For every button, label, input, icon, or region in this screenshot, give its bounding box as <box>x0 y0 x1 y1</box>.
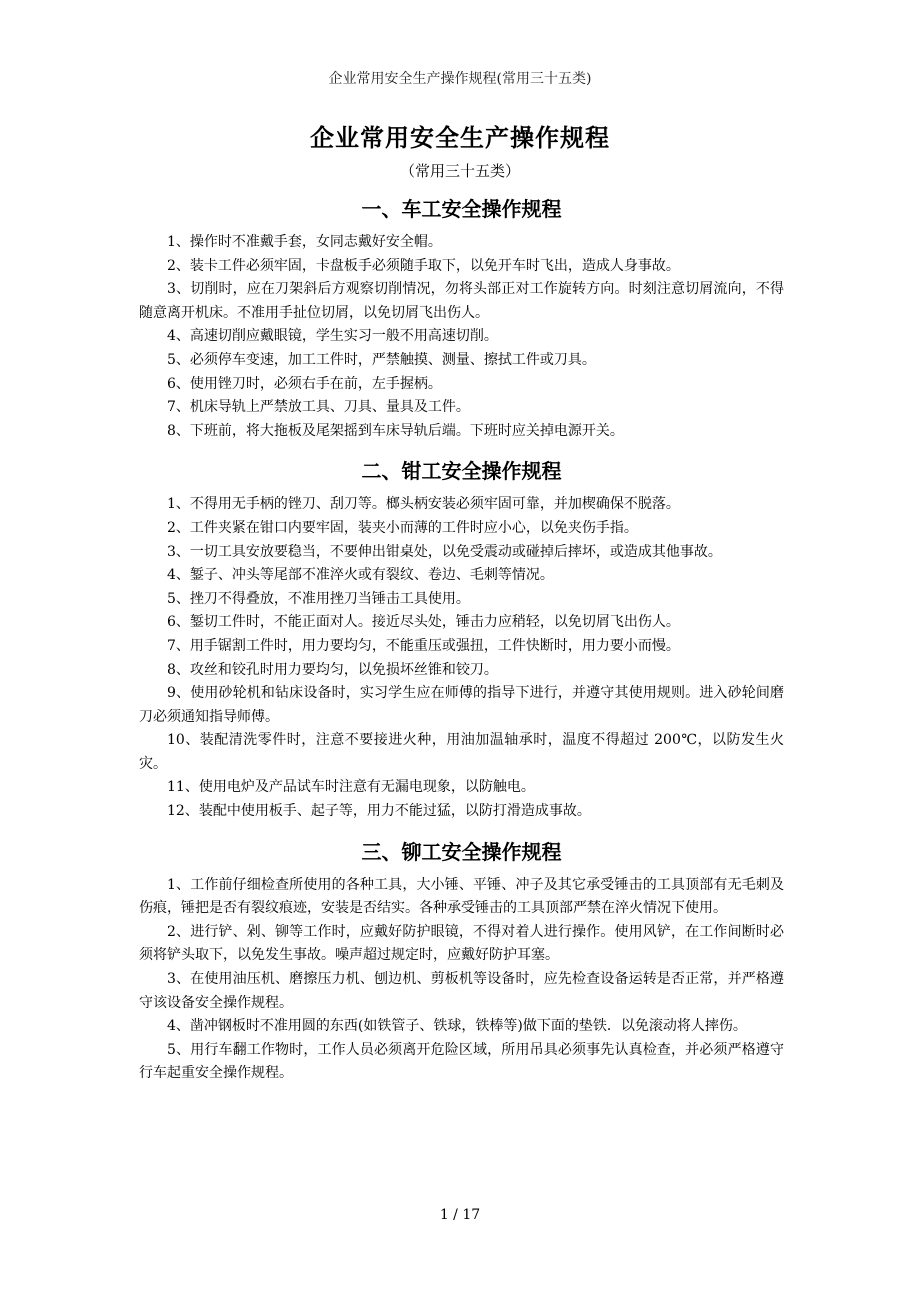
list-item: 8、下班前，将大拖板及尾架摇到车床导轨后端。下班时应关掉电源开关。 <box>167 422 624 439</box>
document-body <box>139 193 784 1086</box>
list-item: 2、工件夹紧在钳口内要牢固，装夹小而薄的工件时应小心，以免夹伤手指。 <box>167 519 638 536</box>
list-item: 1、工作前仔细检查所使用的各种工具，大小锤、平锤、冲子及其它承受锤击的工具顶部有无毛刺及伤痕，锤把是否有裂纹痕迹，安装是否结实。各种承受锤击的工具顶部严禁在淬火情况下使用。 <box>139 876 784 917</box>
list-item: 2、装卡工件必须牢固，卡盘板手必须随手取下，以免开车时飞出，造成人身事故。 <box>167 257 680 274</box>
list-item: 5、必须停车变速，加工工件时，严禁触摸、测量、擦拭工件或刀具。 <box>167 351 596 368</box>
list-item: 4、高速切削应戴眼镜，学生实习一般不用高速切削。 <box>167 328 498 345</box>
list-item: 6、錾切工件时，不能正面对人。接近尽头处，锤击力应稍轻，以免切屑飞出伤人。 <box>167 614 680 631</box>
list-item: 1、不得用无手柄的锉刀、刮刀等。榔头柄安装必须牢固可靠，并加楔确保不脱落。 <box>167 496 680 513</box>
section-heading: 一、车工安全操作规程 <box>361 197 562 221</box>
section-lathe <box>139 193 784 443</box>
section-heading: 三、铆工安全操作规程 <box>361 839 562 864</box>
document-subtitle: （常用三十五类） <box>399 162 520 180</box>
section-items <box>139 493 784 823</box>
list-item: 4、凿冲钢板时不准用圆的东西(如铁管子、铁球，铁棒等)做下面的垫铁．以免滚动将人摔伤。 <box>167 1018 747 1035</box>
list-item: 7、用手锯割工件时，用力要均匀，不能重压或强扭，工件快断时，用力要小而慢。 <box>167 637 680 654</box>
list-item: 10、装配清洗零件时，注意不要接进火种，用油加温轴承时，温度不得超过 200℃，以防发生火灾。 <box>139 732 784 772</box>
list-item: 8、攻丝和铰孔时用力要均匀，以免损坏丝锥和铰刀。 <box>167 661 498 678</box>
list-item: 2、进行铲、剁、铆等工作时，应戴好防护眼镜，不得对着人进行操作。使用风铲，在工作间断时必须将铲头取下，以免发生事故。噪声超过规定时，应戴好防护耳塞。 <box>139 923 784 964</box>
list-item: 3、在使用油压机、磨擦压力机、刨边机、剪板机等设备时，应先检查设备运转是否正常，并严格遵守该设备安全操作规程。 <box>139 971 784 1011</box>
section-fitter <box>139 455 784 823</box>
list-item: 1、操作时不准戴手套，女同志戴好安全帽。 <box>167 234 442 250</box>
document-title: 企业常用安全生产操作规程 <box>310 124 610 152</box>
list-item: 3、一切工具安放要稳当，不要伸出钳桌处，以免受震动或碰掉后摔坏，或造成其他事故。 <box>167 543 722 560</box>
list-item: 4、錾子、冲头等尾部不准淬火或有裂纹、卷边、毛刺等情况。 <box>167 567 554 584</box>
list-item: 7、机床导轨上严禁放工具、刀具、量具及工件。 <box>167 399 470 416</box>
running-header: 企业常用安全生产操作规程(常用三十五类) <box>328 71 592 87</box>
list-item: 3、切削时，应在刀架斜后方观察切削情况，勿将头部正对工作旋转方向。时刻注意切屑流向，不得随意离开机床。不准用手扯位切屑，以免切屑飞出伤人。 <box>139 281 784 321</box>
list-item: 5、用行车翻工作物时，工作人员必须离开危险区域，所用吊具必须事先认真检查，并必须严格遵守行车起重安全操作规程。 <box>139 1041 784 1082</box>
list-item: 12、装配中使用板手、起子等，用力不能过猛，以防打滑造成事故。 <box>167 803 591 820</box>
list-item: 11、使用电炉及产品试车时注意有无漏电现象，以防触电。 <box>167 779 535 796</box>
page-number: 1 / 17 <box>439 1207 481 1223</box>
list-item: 5、挫刀不得叠放，不准用挫刀当锤击工具使用。 <box>167 590 470 607</box>
list-item: 9、使用砂轮机和钻床设备时，实习学生应在师傅的指导下进行，并遵守其使用规则。进入砂轮间磨刀必须通知指导师傅。 <box>139 685 784 725</box>
section-heading: 二、钳工安全操作规程 <box>361 459 562 484</box>
list-item: 6、使用锉刀时，必须右手在前，左手握柄。 <box>167 375 442 392</box>
section-items <box>139 231 784 443</box>
section-items <box>139 874 784 1086</box>
section-riveter <box>139 836 784 1086</box>
